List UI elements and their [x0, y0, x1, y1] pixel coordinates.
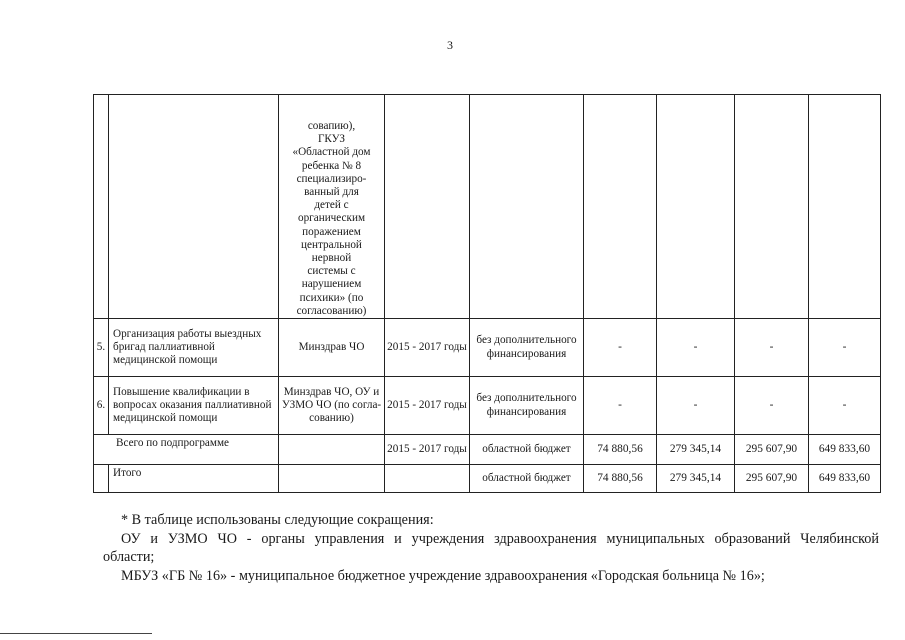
cell-years [385, 95, 470, 319]
cell-value [735, 95, 809, 319]
cell-value: - [809, 319, 881, 377]
cell-value: - [657, 319, 735, 377]
cell-value: 74 880,56 [584, 435, 657, 465]
table-row [94, 377, 881, 435]
executor-line: ребенка № 8 [301, 159, 362, 172]
executor-line: системы с [307, 265, 356, 278]
table-row-total [94, 435, 881, 465]
cell-executor: Минздрав ЧО [279, 319, 385, 377]
cell-value: 295 607,90 [735, 465, 809, 493]
cell-name: Организация работы выездных бригад паллиативной медицинской помощи [109, 319, 279, 377]
program-table [93, 94, 881, 493]
cell-years: 2015 - 2017 годы [385, 319, 470, 377]
cell-executor [279, 95, 385, 319]
cell-source: областной бюджет [470, 465, 584, 493]
executor-line: нарушением [301, 278, 362, 291]
cell-total-label: Всего по подпрограмме [94, 435, 279, 465]
cell-value: 649 833,60 [809, 435, 881, 465]
footnote-abbr-ou-uzmo-cont: области; [103, 549, 155, 565]
executor-line: психики» (по [299, 291, 364, 304]
cell-years: 2015 - 2017 годы [385, 435, 470, 465]
executor-line: специализиро- [296, 172, 367, 185]
cell-num [94, 95, 109, 319]
cell-value: 649 833,60 [809, 465, 881, 493]
cell-value [809, 95, 881, 319]
executor-line: органическим [297, 212, 366, 225]
cell-value: - [735, 319, 809, 377]
cell-value: 279 345,14 [657, 435, 735, 465]
page-number: 3 [447, 38, 453, 52]
cell-num: 6. [94, 377, 109, 435]
cell-value: - [657, 377, 735, 435]
executor-line: ГКУЗ [317, 133, 346, 146]
cell-value: 295 607,90 [735, 435, 809, 465]
cell-source: без дополнительного финансирования [470, 319, 584, 377]
cell-value: - [735, 377, 809, 435]
cell-executor [279, 435, 385, 465]
cell-executor [279, 465, 385, 493]
cell-source: областной бюджет [470, 435, 584, 465]
footnotes [103, 511, 879, 585]
table-row [94, 319, 881, 377]
cell-itogo-label: Итого [109, 465, 279, 493]
cell-value: 279 345,14 [657, 465, 735, 493]
footnote-divider [0, 633, 152, 634]
cell-value: - [809, 377, 881, 435]
cell-name [109, 95, 279, 319]
executor-line: нервной [311, 251, 352, 264]
footnote-abbr-ou-uzmo: ОУ и УЗМО ЧО - органы управления и учреждения здравоохранения муниципальных образований Челябинской [121, 530, 879, 547]
cell-executor: Минздрав ЧО, ОУ и УЗМО ЧО (по согла-сованию) [279, 377, 385, 435]
executor-line: центральной [301, 238, 362, 251]
cell-years: 2015 - 2017 годы [385, 377, 470, 435]
cell-years [385, 465, 470, 493]
cell-num [94, 465, 109, 493]
footnote-intro: * В таблице использованы следующие сокращения: [121, 512, 434, 528]
cell-value [584, 95, 657, 319]
executor-line: совапию), [307, 119, 356, 132]
footnote-abbr-mbuz: МБУЗ «ГБ № 16» - муниципальное бюджетное учреждение здравоохранения «Городская больница № 16»; [121, 567, 765, 584]
cell-source [470, 95, 584, 319]
table-row-itogo [94, 465, 881, 493]
cell-name: Повышение квалификации в вопросах оказания паллиативной медицинской помощи [109, 377, 279, 435]
cell-value: - [584, 319, 657, 377]
executor-line: поражением [302, 225, 361, 238]
cell-source: без дополнительного финансирования [470, 377, 584, 435]
cell-num: 5. [94, 319, 109, 377]
cell-value: 74 880,56 [584, 465, 657, 493]
executor-line: ванный для [304, 185, 359, 198]
executor-line: «Областной дом [292, 146, 371, 159]
executor-line: детей с [314, 199, 349, 212]
table-row-continuation [94, 95, 881, 319]
cell-value [657, 95, 735, 319]
executor-line: согласованию) [296, 304, 367, 317]
cell-value: - [584, 377, 657, 435]
